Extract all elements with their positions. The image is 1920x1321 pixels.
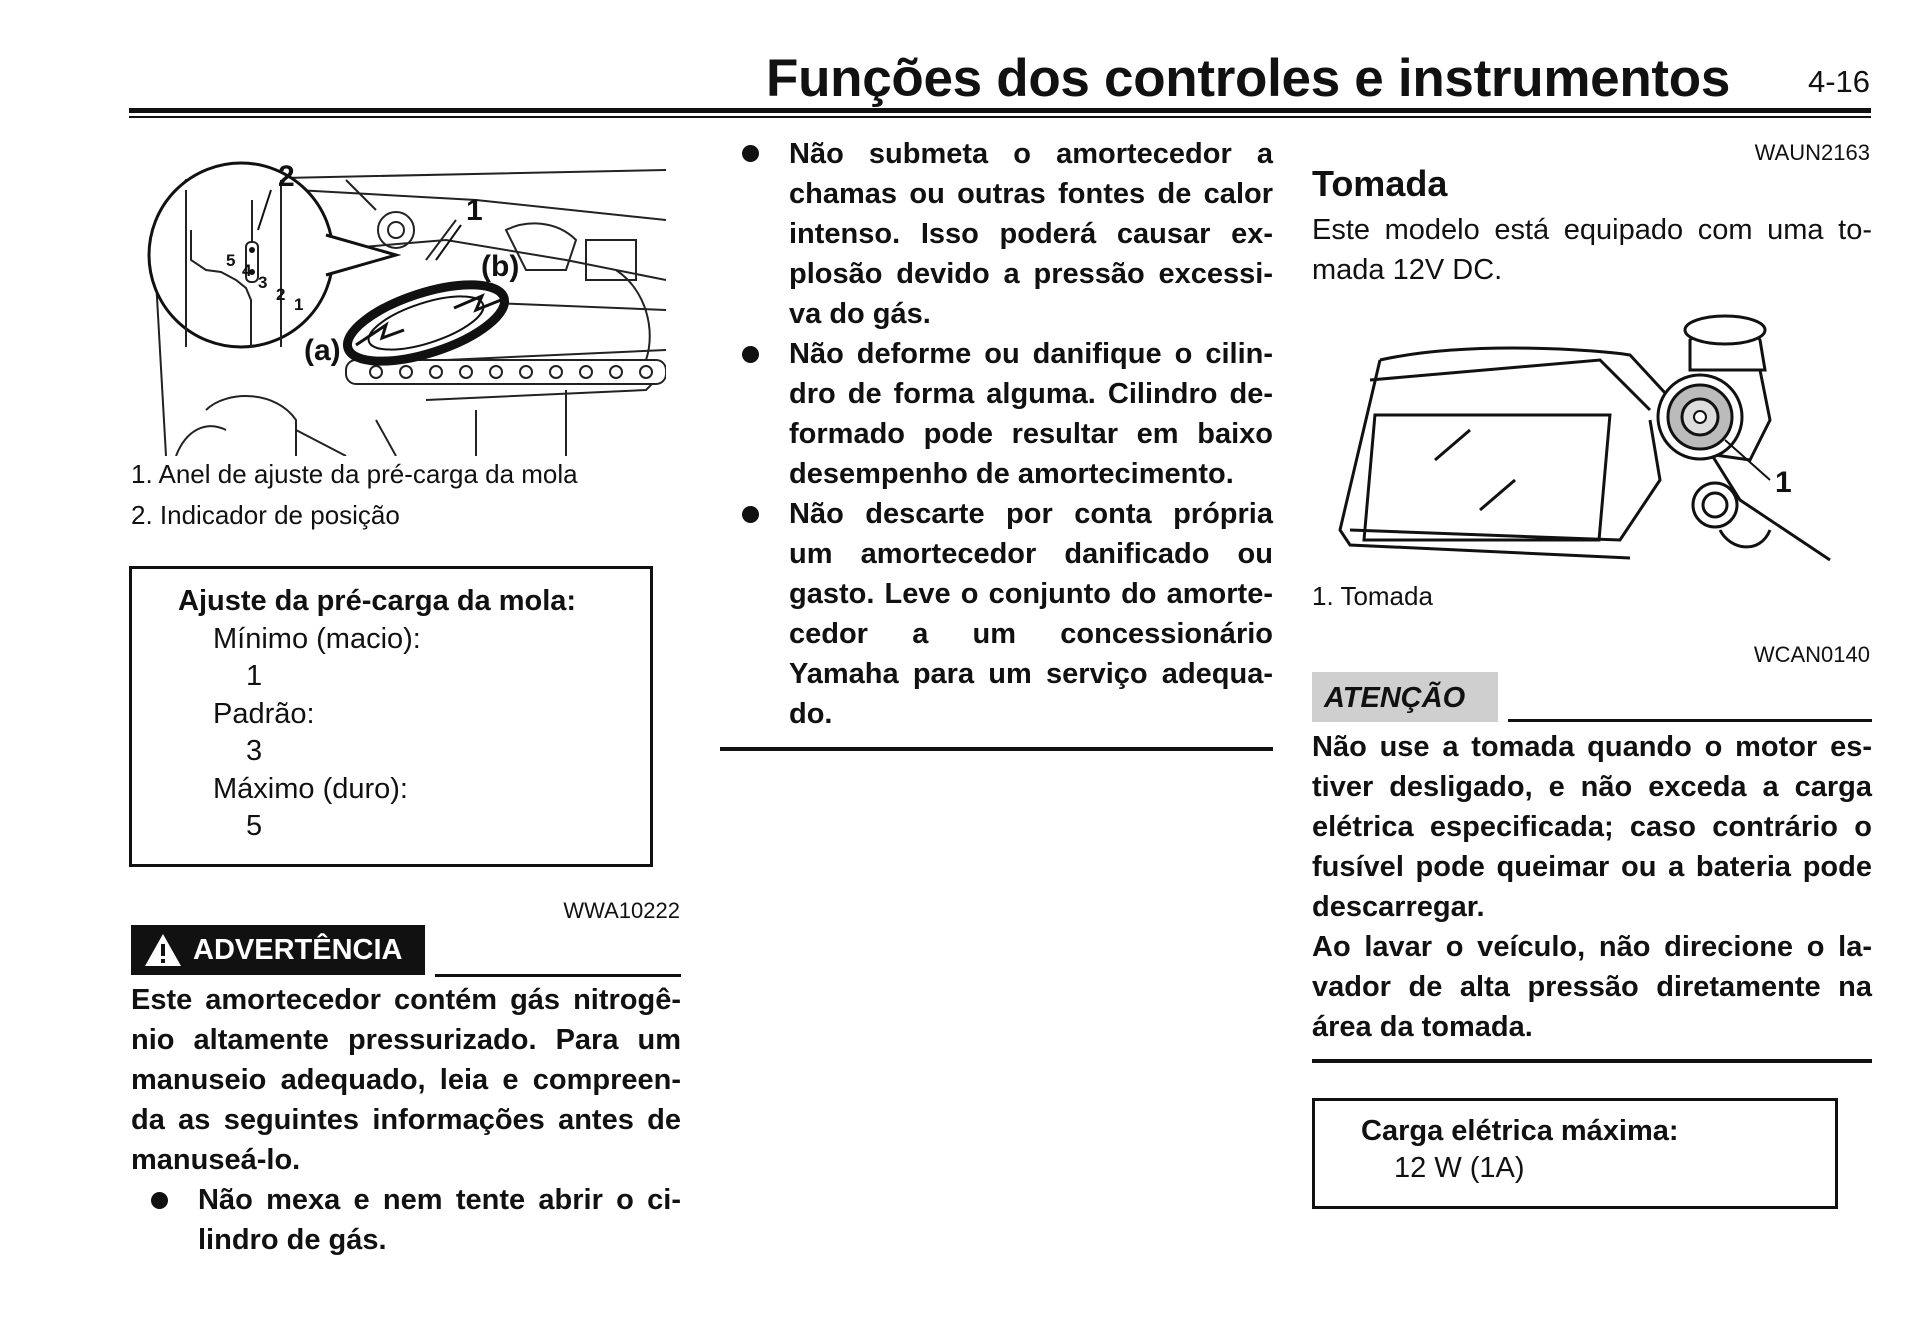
- caution-text: Não use a tomada quando o motor es- tiver desligado, e não exceda a carga elétrica especificada; caso contrário o fusível pode queimar ou a bateria pode descarregar. Ao lavar o veículo, não direcione o la- vador de alta pressão diretamente na área da tomada.: [1312, 731, 1872, 1043]
- svg-text:2: 2: [278, 160, 295, 193]
- section-title: Tomada: [1312, 163, 1448, 204]
- svg-text:1: 1: [294, 295, 304, 314]
- spec-max-label: Máximo (duro):: [213, 772, 408, 805]
- svg-text:(a): (a): [304, 334, 341, 367]
- svg-text:4: 4: [242, 261, 252, 280]
- spec-std-value: 3: [246, 735, 263, 767]
- bullet-icon: [151, 1192, 168, 1209]
- warning-label-text: ADVERTÊNCIA: [193, 933, 403, 966]
- caution-label-rule: [1508, 719, 1872, 722]
- page-number: 4-16: [1807, 64, 1870, 99]
- svg-text:1: 1: [1775, 466, 1792, 499]
- warning-text: Este amortecedor contém gás nitrogê- nio altamente pressurizado. Para um manuseio adequado, leia e compreen- da as seguintes informações antes de manuseá-lo.: [131, 984, 681, 1176]
- caution-code: WCAN0140: [1753, 642, 1870, 667]
- svg-text:2: 2: [276, 285, 286, 304]
- caution-label: ATENÇÃO: [1312, 672, 1498, 722]
- warning-label-rule: [435, 974, 681, 977]
- svg-text:1: 1: [466, 194, 483, 227]
- warning-bullet-1: Não mexa e nem tente abrir o ci- lindro de gás.: [198, 1184, 681, 1256]
- max-load-box: [1312, 1098, 1838, 1209]
- warning-code: WWA10222: [563, 898, 680, 923]
- spec-std-label: Padrão:: [213, 697, 315, 730]
- header-rule: [129, 108, 1871, 113]
- max-load-title: Carga elétrica máxima:: [1361, 1115, 1679, 1147]
- svg-text:3: 3: [258, 273, 268, 292]
- svg-text:(b): (b): [481, 250, 520, 283]
- spring-preload-spec-box: [129, 566, 653, 867]
- middle-bullet-3: Não descarte por conta própria um amortecedor danificado ou gasto. Leve o conjunto do amorte- cedor a um concessionário Yamaha para um serviço adequa- do.: [789, 498, 1273, 730]
- caution-section-rule: [1312, 1059, 1872, 1063]
- bullet-icon: [742, 346, 759, 363]
- spring-preload-adjuster-illustration: [146, 160, 666, 456]
- figure-caption-1: 1. Anel de ajuste da pré-carga da mola: [131, 459, 578, 489]
- page-title: Funções dos controles e instrumentos: [766, 49, 1730, 108]
- socket-figure-caption: 1. Tomada: [1312, 581, 1433, 611]
- middle-bullet-2: Não deforme ou danifique o cilin- dro de forma alguma. Cilindro de- formado pode resultar em baixo desempenho de amortecimento.: [789, 338, 1273, 490]
- warning-label: [131, 925, 425, 975]
- spec-max-value: 5: [246, 810, 263, 842]
- spec-min-value: 1: [246, 660, 263, 692]
- warning-triangle-icon: [143, 932, 183, 968]
- section-intro: Este modelo está equipado com uma to- mada 12V DC.: [1312, 214, 1872, 286]
- bullet-icon: [742, 506, 759, 523]
- middle-section-rule: [720, 747, 1273, 751]
- svg-text:5: 5: [226, 251, 236, 270]
- spec-min-label: Mínimo (macio):: [213, 622, 421, 655]
- spec-box-title: Ajuste da pré-carga da mola:: [178, 585, 577, 617]
- middle-bullet-1: Não submeta o amortecedor a chamas ou outras fontes de calor intenso. Isso poderá causar ex- plosão devido a pressão excessi- va do gás.: [789, 138, 1273, 330]
- max-load-value: 12 W (1A): [1394, 1152, 1525, 1184]
- dc-socket-illustration: [1330, 300, 1850, 580]
- bullet-icon: [742, 145, 759, 162]
- header-rule-thin: [129, 116, 1871, 118]
- figure-caption-2: 2. Indicador de posição: [131, 500, 400, 530]
- section-code: WAUN2163: [1754, 140, 1870, 165]
